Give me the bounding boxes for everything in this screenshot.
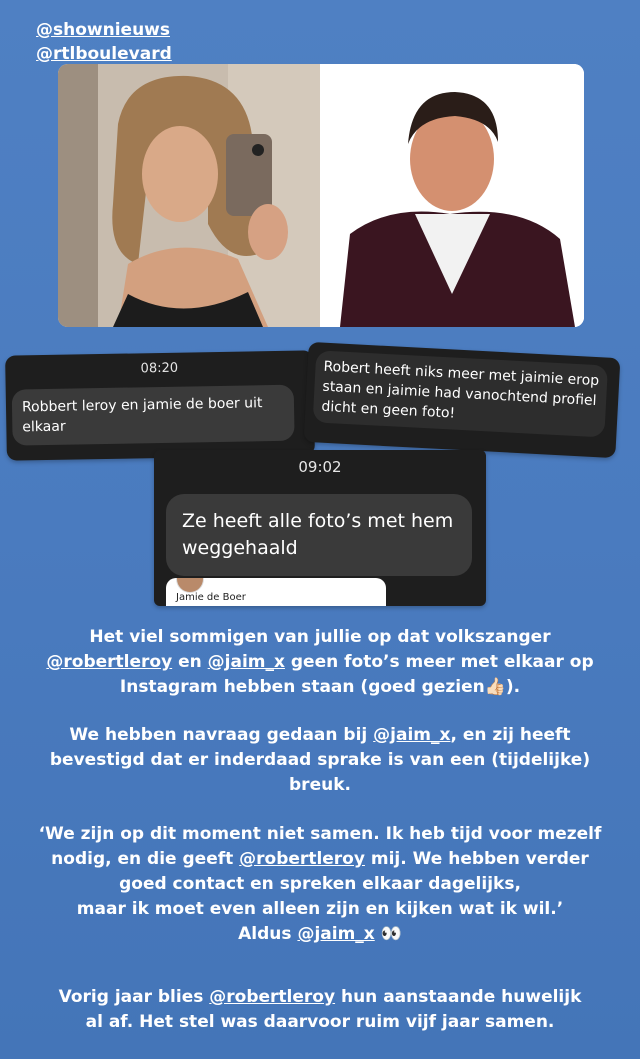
chat-screenshot-jaimie (304, 342, 621, 458)
mention-jaim-x[interactable]: @jaim_x (373, 725, 451, 745)
paragraph-line: bevestigd dat er inderdaad sprake is van een (tijdelijke) (49, 750, 591, 770)
paragraph-line: Het viel sommigen van jullie op dat volkszanger (89, 627, 551, 647)
paragraph-line (20, 922, 620, 947)
message-time: 09:02 (298, 458, 342, 476)
paragraph-line: breuk. (289, 775, 351, 795)
photo-woman-selfie (58, 64, 320, 327)
paragraph-line: Instagram hebben staan (goed gezien👍🏻). (119, 677, 521, 697)
mention-robertleroy[interactable]: @robertleroy (239, 849, 365, 869)
chat-screenshot-0820 (5, 350, 315, 460)
mention-tag-shownieuws[interactable]: @shownieuws (36, 20, 170, 40)
paragraph-text: Vorig jaar blies (58, 987, 210, 1007)
reply-author-name: Jamie de Boer (176, 592, 246, 603)
message-bubble: Ze heeft alle foto’s met hem weggehaald (166, 494, 472, 576)
paragraph-text: nodig, en die geeft (51, 849, 240, 869)
paragraph-text: mij. We hebben verder (364, 849, 589, 869)
paragraph-line: goed contact en spreken elkaar dagelijks, (119, 874, 521, 894)
story-reply-card (166, 578, 386, 606)
paragraph-line (20, 723, 620, 748)
mention-tag-rtlboulevard[interactable]: @rtlboulevard (36, 44, 172, 64)
paragraph-line: maar ik moet even alleen zijn en kijken wat ik wil.’ (76, 899, 564, 919)
paragraph-text: Aldus (238, 924, 298, 944)
paragraph-line: ‘We zijn op dit moment niet samen. Ik heb tijd voor mezelf (38, 824, 602, 844)
photo-man-portrait (320, 64, 584, 327)
paragraph-text: geen foto’s meer met elkaar op (284, 652, 594, 672)
mention-jaim-x[interactable]: @jaim_x (297, 924, 375, 944)
message-bubble: Robert heeft niks meer met jaimie erop staan en jaimie had vanochtend profiel dicht en geen foto! (313, 350, 608, 437)
mention-robertleroy[interactable]: @robertleroy (209, 987, 336, 1007)
story-paragraph-3 (20, 822, 620, 947)
woman-selfie-illustration (58, 64, 320, 327)
mention-jaim-x[interactable]: @jaim_x (207, 652, 285, 672)
man-portrait-illustration (320, 64, 584, 327)
avatar (176, 578, 204, 593)
paragraph-text: en (172, 652, 208, 672)
paragraph-text: 👀 (374, 924, 402, 944)
chat-screenshot-0902 (154, 450, 486, 606)
paragraph-line (20, 985, 620, 1010)
paragraph-text: , en zij heeft (450, 725, 571, 745)
story-paragraph-1 (20, 625, 620, 700)
mention-robertleroy[interactable]: @robertleroy (46, 652, 173, 672)
story-paragraph-4 (20, 985, 620, 1035)
photo-collage (58, 64, 584, 327)
paragraph-line (20, 650, 620, 675)
story-paragraph-2 (20, 723, 620, 798)
paragraph-text: We hebben navraag gedaan bij (69, 725, 374, 745)
message-bubble: Robbert leroy en jamie de boer uit elkaar (12, 385, 295, 446)
message-time: 08:20 (140, 360, 179, 377)
paragraph-line (20, 847, 620, 872)
paragraph-text: hun aanstaande huwelijk (335, 987, 582, 1007)
paragraph-line: al af. Het stel was daarvoor ruim vijf jaar samen. (85, 1012, 555, 1032)
story-tags (36, 18, 172, 66)
